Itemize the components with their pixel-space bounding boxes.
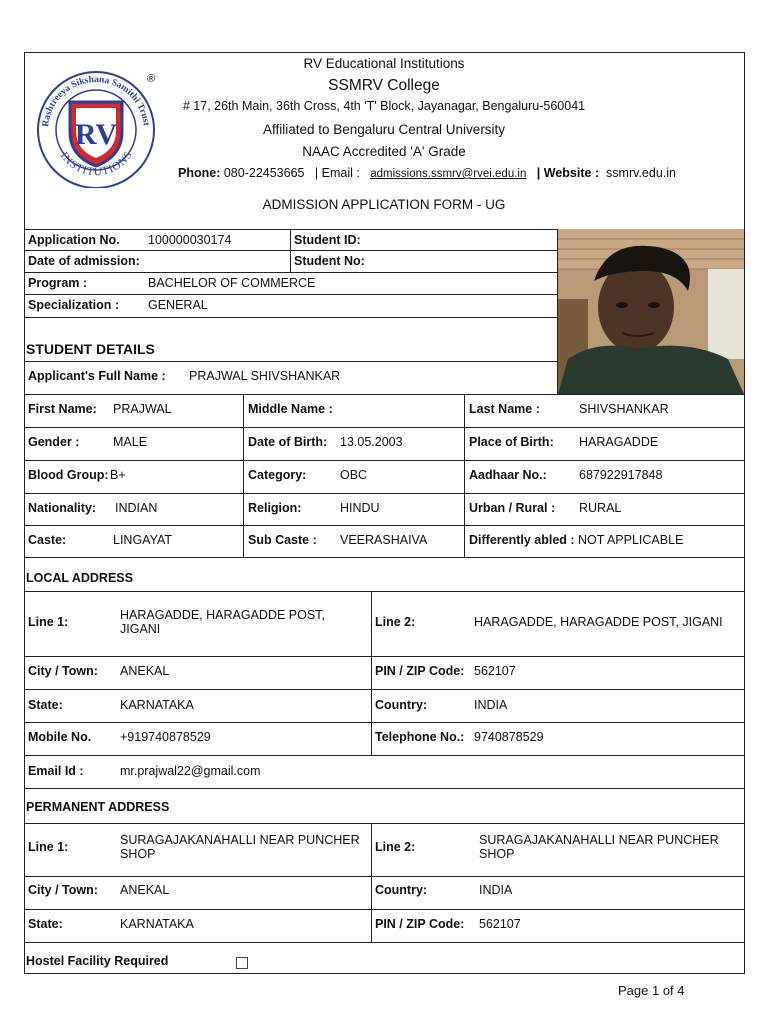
email-id-label: Email Id : <box>28 764 84 778</box>
registered-mark: ® <box>147 73 156 85</box>
caste-label: Caste: <box>28 533 67 547</box>
category-label: Category: <box>248 468 307 482</box>
phone-value: 080-22453665 <box>223 166 305 180</box>
perm-state-label: State: <box>28 917 63 931</box>
phone-label: Phone: <box>178 166 221 180</box>
hostel-facility-label: Hostel Facility Required <box>26 954 169 968</box>
mobile-label: Mobile No. <box>28 730 92 744</box>
perm-pin-value: 562107 <box>479 917 521 931</box>
table-vline <box>290 229 291 272</box>
local-line1-label: Line 1: <box>28 615 69 629</box>
table-vline <box>557 229 558 394</box>
table-hline <box>24 361 558 362</box>
table-hline <box>24 788 745 789</box>
email-link[interactable]: admissions.ssmrv@rvei.edu.in <box>370 168 527 180</box>
table-hline <box>24 909 745 910</box>
table-hline <box>24 557 745 558</box>
app-no-label: Application No. <box>28 233 120 247</box>
local-state-label: State: <box>28 698 63 712</box>
table-hline <box>24 460 745 461</box>
table-hline <box>24 394 745 395</box>
local-pin-label: PIN / ZIP Code: <box>375 664 465 678</box>
perm-line2-value: SURAGAJAKANAHALLI NEAR PUNCHER SHOP <box>479 833 719 861</box>
nationality-value: INDIAN <box>115 501 158 515</box>
aadhaar-value: 687922917848 <box>579 468 663 482</box>
local-line2-value: HARAGADDE, HARAGADDE POST, JIGANI <box>474 615 723 629</box>
table-hline <box>24 689 745 690</box>
email-id-value: mr.prajwal22@gmail.com <box>120 764 261 778</box>
differently-abled-label: Differently abled : <box>469 533 575 547</box>
sub-caste-value: VEERASHAIVA <box>340 533 428 547</box>
form-title: ADMISSION APPLICATION FORM - UG <box>262 197 506 212</box>
table-vline <box>24 229 25 394</box>
student-id-label: Student ID: <box>294 233 361 247</box>
email-label: | Email : <box>314 166 360 180</box>
religion-value: HINDU <box>340 501 380 515</box>
website-value[interactable]: ssmrv.edu.in <box>606 166 676 180</box>
urban-rural-value: RURAL <box>579 501 622 515</box>
table-hline <box>24 250 558 251</box>
perm-city-value: ANEKAL <box>120 883 170 897</box>
gender-label: Gender : <box>28 435 80 449</box>
perm-country-value: INDIA <box>479 883 513 897</box>
table-hline <box>24 942 745 943</box>
table-hline <box>24 656 745 657</box>
specialization-label: Specialization : <box>28 298 119 312</box>
religion-label: Religion: <box>248 501 302 515</box>
urban-rural-label: Urban / Rural : <box>469 501 556 515</box>
telephone-value: 9740878529 <box>474 730 544 744</box>
logo-bottom-text: INSTITUTIONS <box>57 148 136 179</box>
table-hline <box>24 876 745 877</box>
perm-city-label: City / Town: <box>28 883 98 897</box>
date-of-admission-label: Date of admission: <box>28 254 140 268</box>
local-pin-value: 562107 <box>474 664 516 678</box>
first-name-value: PRAJWAL <box>113 402 172 416</box>
table-hline <box>24 755 745 756</box>
affiliation: Affiliated to Bengaluru Central University <box>262 122 506 137</box>
differently-abled-value: NOT APPLICABLE <box>578 533 684 547</box>
student-photo <box>558 229 744 394</box>
last-name-value: SHIVSHANKAR <box>579 402 669 416</box>
pob-label: Place of Birth: <box>469 435 554 449</box>
local-line2-label: Line 2: <box>375 615 416 629</box>
blood-group-value: B+ <box>110 468 126 482</box>
full-name-label: Applicant's Full Name : <box>28 369 166 383</box>
table-hline <box>24 493 745 494</box>
aadhaar-label: Aadhaar No.: <box>469 468 547 482</box>
table-hline <box>24 823 745 824</box>
accreditation: NAAC Accredited 'A' Grade <box>302 144 466 159</box>
gender-value: MALE <box>113 435 148 449</box>
local-country-value: INDIA <box>474 698 508 712</box>
table-vline <box>371 823 372 942</box>
table-hline <box>24 525 745 526</box>
hostel-checkbox[interactable] <box>236 957 248 969</box>
local-line1-value: HARAGADDE, HARAGADDE POST, JIGANI <box>120 608 325 636</box>
logo-monogram: RV <box>74 118 118 151</box>
table-vline <box>243 394 244 557</box>
table-hline <box>24 427 745 428</box>
dob-value: 13.05.2003 <box>340 435 403 449</box>
table-vline <box>371 591 372 755</box>
table-vline <box>744 394 745 974</box>
local-state-value: KARNATAKA <box>120 698 194 712</box>
table-hline <box>24 229 558 230</box>
blood-group-label: Blood Group: <box>28 468 109 482</box>
telephone-label: Telephone No.: <box>375 730 465 744</box>
perm-pin-label: PIN / ZIP Code: <box>375 917 465 931</box>
mobile-value: +919740878529 <box>120 730 211 744</box>
category-value: OBC <box>340 468 368 482</box>
sub-caste-label: Sub Caste : <box>248 533 317 547</box>
perm-country-label: Country: <box>375 883 428 897</box>
table-hline <box>24 722 745 723</box>
table-hline <box>24 272 558 273</box>
student-no-label: Student No: <box>294 254 365 268</box>
program-label: Program : <box>28 276 88 290</box>
local-address-title: LOCAL ADDRESS <box>26 571 133 585</box>
permanent-address-title: PERMANENT ADDRESS <box>26 800 170 814</box>
logo-ring-text: Rashtreeya Sikshana Samithi Trust <box>41 74 151 128</box>
website-label: | Website : <box>536 166 600 180</box>
contact-line <box>178 166 676 180</box>
student-details-title: STUDENT DETAILS <box>26 341 155 357</box>
program-value: BACHELOR OF COMMERCE <box>148 276 316 290</box>
perm-line2-label: Line 2: <box>375 840 416 854</box>
table-hline <box>24 294 558 295</box>
local-city-label: City / Town: <box>28 664 98 678</box>
table-hline <box>24 591 745 592</box>
college-address: # 17, 26th Main, 36th Cross, 4th 'T' Block, Jayanagar, Bengaluru-560041 <box>182 99 586 113</box>
pob-value: HARAGADDE <box>579 435 659 449</box>
specialization-value: GENERAL <box>148 298 208 312</box>
table-vline <box>464 394 465 557</box>
institution-group: RV Educational Institutions <box>303 56 465 71</box>
dob-label: Date of Birth: <box>248 435 328 449</box>
perm-state-value: KARNATAKA <box>120 917 194 931</box>
app-no-value: 100000030174 <box>148 233 232 247</box>
full-name-value: PRAJWAL SHIVSHANKAR <box>189 369 341 383</box>
caste-value: LINGAYAT <box>113 533 173 547</box>
last-name-label: Last Name : <box>469 402 540 416</box>
perm-line1-value: SURAGAJAKANAHALLI NEAR PUNCHER SHOP <box>120 833 360 861</box>
page-number: Page 1 of 4 <box>618 983 685 998</box>
college-name: SSMRV College <box>328 77 440 94</box>
local-city-value: ANEKAL <box>120 664 170 678</box>
local-country-label: Country: <box>375 698 428 712</box>
middle-name-label: Middle Name : <box>248 402 333 416</box>
first-name-label: First Name: <box>28 402 97 416</box>
table-hline <box>24 317 558 318</box>
perm-line1-label: Line 1: <box>28 840 69 854</box>
nationality-label: Nationality: <box>28 501 97 515</box>
